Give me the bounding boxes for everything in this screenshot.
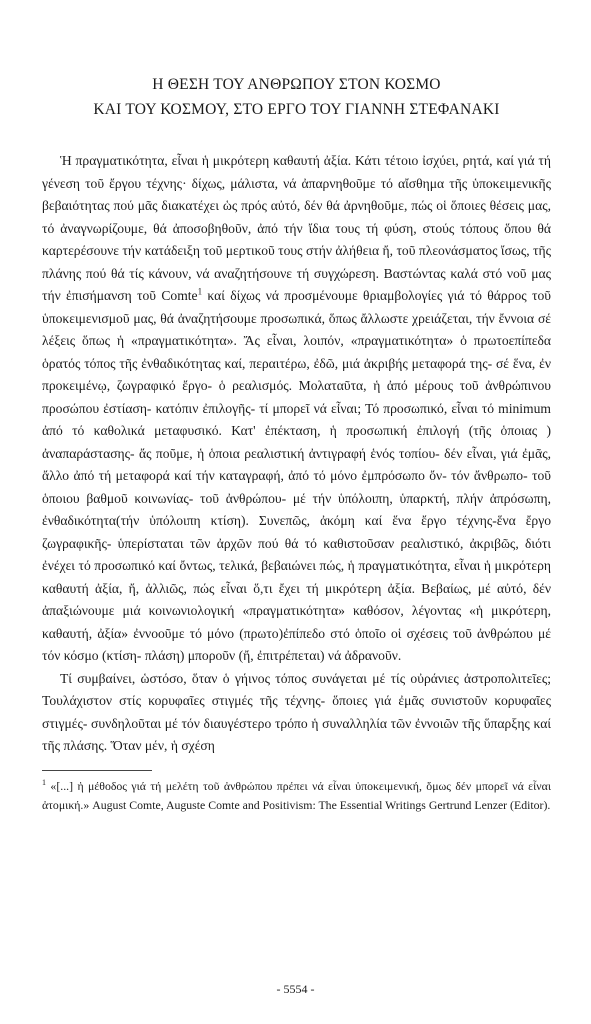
paragraph-1-part-a: Ἡ πραγματικότητα, εἶναι ἡ μικρότερη καθαυτή ἀξία. Κάτι τέτοιο ἰσχύει, ρητά, καί γιά τή γένεση τοῦ ἔργου τέχνης· δίχως, μάλιστα, νά ἀπαρνηθοῦμε τό αἴσθημα τῆς ὑποκειμενικῆς βεβαιότητας πού μᾶς διακατέχει ὡς πρός αὐτό, δέν θά ἀρνηθοῦμε, πώς οἱ ὅποιες θέσεις μας, τό ἀναγνωρίζουμε, θά ἀποσοβηθοῦν, ἀπό τήν ἴδια τους τή φύση, στούς τόπους ὅπου θά καρτερέσουνε τήν κατάδειξη τοῦ μερτικοῦ τους στήν ἀλήθεια ἤ, τοῦ πλεονάσματος ἴσως, τῆς πλάνης πού θά τίς κάνουν, νά αναζητήσουνε τή συγχώρεση. Βαστώντας καλά στό νοῦ μας τήν ἐπισήμανση τοῦ Comte [42, 153, 551, 303]
footnote [42, 777, 551, 815]
footnote-text: «[...] ἡ μέθοδος γιά τή μελέτη τοῦ ἀνθρώπου πρέπει νά εἶναι ὑποκειμενική, ὅμως δέν μπορεῖ νά εἶναι ἀτομική.» August Comte, Auguste Comte and Positivism: The Essential Writings Gertrund Lenzer (Editor). [42, 778, 551, 812]
paragraph-1-part-b: καί δίχως νά προσμένουμε θριαμβολογίες γιά τό θάρρος τοῦ ὑποκειμενισμοῦ μας, θά ἀναζητήσουμε προσωπικά, ὅπως ἄλλωστε χρειάζεται, τήν ἔννοια σέ λέξεις ὅπως ἡ «πραγματικότητα». Ἄς εἶναι, λοιπόν, «πραγματικότητα» ὁ πρωτοεπίπεδα ὁρατός τόπος τῆς ἐνθαδικότητας καί, περαιτέρω, ἐδῶ, μιά ἀκριβής μεταφορά της- σέ ἕνα, ἐν προκειμένῳ, ζωγραφικό ἔργο- ὁ ρεαλισμός. Μολαταῦτα, ἡ ἀπό μέρους τοῦ ἀνθρώπινου προσώπου ἐστίαση- κατόπιν ἐπιλογῆς- τί μπορεῖ νά εἶναι; Τό προσωπικό, εἶναι τό minimum ἀπό τό καθολικά μεταφυσικό. Κατ' ἐπέκταση, ἡ προσωπική ἐπιλογή (τῆς ὁποιας ) ἀναπαράστασης- ἄς ποῦμε, ἡ ὁποια ρεαλιστική ἀντιγραφή ἑνός τοπίου- δέν εἶναι, γιά ἐμᾶς, ἄλλο ἀπό τή μεταφορά καί τήν καταγραφή, ἀπό τό μόνο ἐμπρόσωπο ὄν- τόν ἄνθρωπο- τοῦ ὁποιου βαθμοῦ κοινωνίας- τοῦ ἀνθρώπου- μέ τήν ὑπόλοιπη, ὑπαρκτή, πλήν ἀπρόσωπη, ἐνθαδικότητα(τήν ὑπόλοιπη κτίση). Συνεπῶς, ἀκόμη καί ἕνα ἔργο τέχνης-ἕνα ἔργο ζωγραφικῆς- ὑπερίσταται τῶν ἀρχῶν πού θά τό καθιστοῦσαν ρεαλιστικό, ἀκριβῶς, διότι ἐνέχει τό προσωπικό καί ὄντως, τελικά, βεβαιώνει πώς, ἡ πραγματικότητα, εἶναι ἡ μικρότερη καθαυτή ἀξία, ἤ, ἀλλιῶς, πώς εἶναι ὅ,τι ἔχει τή μικρότερη ἀξία. Βεβαίως, μέ αὐτό, δέν ἀπαξιώνουμε μιά κοινωνιολογική «πραγματικότητα» καθόσον, λέγοντας «ἡ μικρότερη, καθαυτή, ἀξία» ἐννοοῦμε τό μόνο (πρωτο)ἐπίπεδο στό ὁποῖο οἱ σχέσεις τοῦ ἀνθρώπου μέ τόν κόσμο (κτίση- πλάση) μποροῦν (ἤ, ἐπιτρέπεται) νά ἀδρανοῦν. [42, 288, 551, 663]
footnote-reference[interactable]: 1 [197, 286, 203, 297]
paragraph-2: Τί συμβαίνει, ὡστόσο, ὅταν ὁ γήινος τόπος συνάγεται μέ τίς οὐράνιες ἀστροπολιτεῖες; Τουλάχιστον στίς κορυφαῖες στιγμές τῆς τέχνης- ὅποιες γιά ἐμᾶς συνιστοῦν κορυφαῖες στιγμές- συνδηλοῦται μέ τόν διαυγέστερο τρόπο ἡ συναλληλία τῶν ἐννοιῶν τῆς ὕπαρξης καί τῆς πλάσης. Ὅταν μέν, ἡ σχέση [42, 670, 551, 753]
article-body [42, 150, 551, 758]
title-line-2: ΚΑΙ ΤΟΥ ΚΟΣΜΟΥ, ΣΤΟ ΕΡΓΟ ΤΟΥ ΓΙΑΝΝΗ ΣΤΕΦΑΝΑΚΙ [93, 101, 500, 118]
title-line-1: Η ΘΕΣΗ ΤΟΥ ΑΝΘΡΩΠΟΥ ΣΤΟΝ ΚΟΣΜΟ [152, 76, 441, 93]
footnote-number: 1 [42, 777, 46, 787]
page-number: - 5554 - [276, 982, 315, 996]
footnote-divider [42, 770, 152, 771]
paragraph-1 [42, 150, 551, 668]
article-title [42, 72, 551, 122]
